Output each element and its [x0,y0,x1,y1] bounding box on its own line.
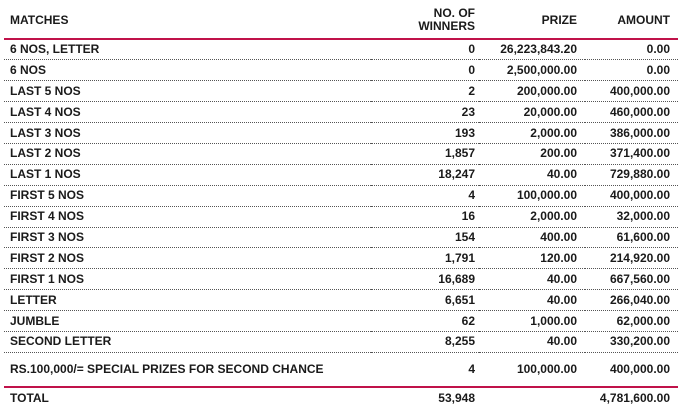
amount-cell: 330,200.00 [585,331,678,352]
amount-cell: 386,000.00 [585,123,678,144]
prize-cell: 26,223,843.20 [479,39,585,60]
match-cell: LAST 2 NOS [4,143,371,164]
winners-cell: 1,857 [371,143,479,164]
table-row [4,164,678,185]
table-row [4,143,678,164]
winners-cell: 193 [371,123,479,144]
match-cell: LAST 3 NOS [4,123,371,144]
amount-cell: 400,000.00 [585,81,678,102]
match-cell: LAST 5 NOS [4,81,371,102]
winners-cell: 23 [371,102,479,123]
table-row [4,123,678,144]
amount-cell: 371,400.00 [585,143,678,164]
amount-cell: 729,880.00 [585,164,678,185]
match-cell: RS.100,000/= SPECIAL PRIZES FOR SECOND CHANCE [4,352,371,387]
prize-cell: 2,500,000.00 [479,60,585,81]
table-row [4,248,678,269]
prize-cell: 20,000.00 [479,102,585,123]
prize-cell: 2,000.00 [479,123,585,144]
total-row [4,387,678,409]
match-cell: JUMBLE [4,311,371,332]
winners-cell: 2 [371,81,479,102]
prize-cell: 40.00 [479,290,585,311]
prize-cell: 200.00 [479,143,585,164]
match-cell: FIRST 4 NOS [4,206,371,227]
table-row [4,227,678,248]
winners-cell: 16,689 [371,269,479,290]
prize-cell: 100,000.00 [479,185,585,206]
table-header [4,0,678,39]
winners-cell: 62 [371,311,479,332]
amount-cell: 400,000.00 [585,352,678,387]
winners-cell: 154 [371,227,479,248]
prize-cell: 1,000.00 [479,311,585,332]
table-row [4,206,678,227]
winners-cell: 4 [371,352,479,387]
table-row [4,331,678,352]
prize-cell: 400.00 [479,227,585,248]
table-row [4,81,678,102]
amount-cell: 61,600.00 [585,227,678,248]
header-prize: PRIZE [479,0,585,39]
prize-cell: 120.00 [479,248,585,269]
winners-cell: 6,651 [371,290,479,311]
amount-cell: 667,560.00 [585,269,678,290]
header-amount: AMOUNT [585,0,678,39]
prize-cell: 40.00 [479,164,585,185]
table-body [4,39,678,387]
header-winners: NO. OF WINNERS [371,0,479,39]
table-row [4,60,678,81]
lottery-results-table [4,0,678,409]
winners-cell: 4 [371,185,479,206]
match-cell: LETTER [4,290,371,311]
prize-cell: 100,000.00 [479,352,585,387]
match-cell: FIRST 5 NOS [4,185,371,206]
match-cell: 6 NOS, LETTER [4,39,371,60]
table-row [4,290,678,311]
winners-cell: 18,247 [371,164,479,185]
table-row [4,311,678,332]
match-cell: LAST 4 NOS [4,102,371,123]
amount-cell: 0.00 [585,39,678,60]
match-cell: FIRST 1 NOS [4,269,371,290]
winners-cell: 16 [371,206,479,227]
total-prize [479,387,585,409]
total-amount: 4,781,600.00 [599,391,670,406]
match-cell: FIRST 2 NOS [4,248,371,269]
winners-cell: 0 [371,60,479,81]
table-row [4,269,678,290]
table-row [4,352,678,387]
total-winners: 53,948 [438,391,475,406]
winners-cell: 1,791 [371,248,479,269]
amount-cell: 32,000.00 [585,206,678,227]
amount-cell: 214,920.00 [585,248,678,269]
match-cell: 6 NOS [4,60,371,81]
amount-cell: 266,040.00 [585,290,678,311]
table-row [4,39,678,60]
winners-cell: 8,255 [371,331,479,352]
amount-cell: 460,000.00 [585,102,678,123]
amount-cell: 0.00 [585,60,678,81]
table-row [4,185,678,206]
table-footer [4,387,678,409]
table-row [4,102,678,123]
match-cell: SECOND LETTER [4,331,371,352]
prize-cell: 40.00 [479,331,585,352]
amount-cell: 400,000.00 [585,185,678,206]
prize-cell: 40.00 [479,269,585,290]
header-row [4,0,678,39]
prize-cell: 2,000.00 [479,206,585,227]
winners-cell: 0 [371,39,479,60]
prize-cell: 200,000.00 [479,81,585,102]
match-cell: LAST 1 NOS [4,164,371,185]
match-cell: FIRST 3 NOS [4,227,371,248]
total-label: TOTAL [10,391,49,406]
header-matches: MATCHES [4,0,371,39]
amount-cell: 62,000.00 [585,311,678,332]
